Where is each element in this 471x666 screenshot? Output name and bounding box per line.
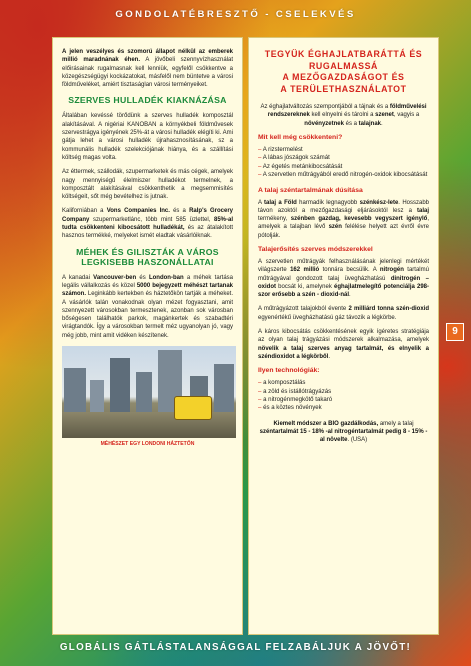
page-footer-title: GLOBÁLIS GÁTLÁSTALANSÁGGAL FELZABÁLJUK A JÖVŐT! <box>59 642 412 653</box>
technology-list <box>258 379 429 413</box>
subheading-organic-methods: Talajerősítés szerves módszerekkel <box>258 246 373 253</box>
paragraph-bio-farming: Kiemelt módszer a BIO gazdálkodás, amely a talaj széntartalmát 15 - 18% -al nitrogéntartalmát pedig 8 - 15% -al növelte. (USA) <box>259 420 428 444</box>
paragraph-climate-intro: Az éghajlatváltozás szempontjából a tájnak és a földművelési rendszereknek kell elnyelni és tárolni a szenet, vagyis a növényzetnek és a talajnak. <box>260 104 427 127</box>
heading-climate-friendly: TEGYÜK ÉGHAJLATBARÁTTÁ ÉS RUGALMASSÁ A MEZŐGAZDASÁGOT ÉS A TERÜLETHASZNÁLATOT <box>264 49 423 94</box>
paragraph-california: Kaliforniában a Vons Companies Inc. és a Ralp's Grocery Company szupermarketlánc, több mint 585 üzlettel, 85%-al tudta csökkenteni kibocsátott hulladékát, és az átalakított hasznos termékké, melyeket ismét eladtak vásárlóiknak. <box>62 208 233 240</box>
list-item: – és a köztes növények <box>258 404 429 412</box>
heading-bees-worms: MÉHEK ÉS GILISZTÁK A VÁROS LEGKISEBB HASZONÁLLATAI <box>76 246 219 267</box>
reduce-list <box>258 146 429 180</box>
list-item: – A lábas jószágok számát <box>258 154 429 162</box>
left-column <box>52 37 243 635</box>
paragraph-restaurants: Az éttermek, szállodák, szupermarketek és más cégek, amelyek nagy mennyiségű élelmiszer hulladékot termelnek, a komposztált alakításával csökkenthetik a megsemmisítés költségeit, sőt még bevételhez is jutnak. <box>62 169 233 201</box>
list-item: – a komposztálás <box>258 379 429 387</box>
subheading-reduce: Mit kell még csökkenteni? <box>258 133 343 141</box>
photo-caption: MÉHÉSZET EGY LONDONI HÁZTETŐN <box>100 441 195 448</box>
paragraph-fertilizer: A szervetlen műtrágyák felhasználásának jelenlegi mértékét világszerte 162 millió tonnára becsülik. A nitrogén tartalmú műtrágyával gondozott talaj üvegházhatású dinitrogén – oxidot bocsát ki, amelynek éghajlatmelegítő potenciálja 298-szor erősebb a szén - dioxid-nál. <box>258 259 429 299</box>
list-item: – Az égetés metánkibocsátását <box>258 163 429 171</box>
paragraph-soil-carbon: A talaj a Föld harmadik legnagyobb szénkész-lete. Hosszabb távon azoktól a mezőgazdasági eljárásoktól lesz a talaj termékeny, szénben gazdag, kevesebb vegyszert igénylő, amelyek a talajban lévő szén felélése helyett azt évről évre pótolják. <box>258 199 430 239</box>
rooftop-apiary-photo <box>62 346 236 438</box>
right-column <box>248 37 439 635</box>
list-item: – a nitrogénmegkötő takaró <box>258 396 429 404</box>
paragraph-bees: A kanadai Vancouver-ben és London-ban a méhek tartása legális vállalkozás és közel 5000 bejegyzett méhészt tartanak számon. Leginkább kertekben és háztetőkön tartják a méheket. A vásárlók talán vonakodnak olyan mézet fogyasztani, amit szennyezett városokban termesztenek, azonban sok városban bőségesen találhatók parkok, magánkertek és szabadtéri virágtandók. Így a városokban termelt méz ugyanolyan jó, vagy még jobb, mint amit vidéken készítenek. <box>62 274 233 339</box>
paragraph-co2-emission: A műtrágyázott talajokból évente 2 milliárd tonna szén-dioxid egyenértékű üvegházhatású gáz távozik a légkörbe. <box>258 306 430 321</box>
paragraph-compost: Általában kevéssé törődünk a szerves hulladék komposztál alakításával. A nigériai KANOBAN a környékbeli földművesek szervestrágya igényének 25%-át a városi hulladék elégíti ki. Ami gátja lehet a városi hulladék újrahasznosításának, sz a kommunális hulladék szelekciójának hiánya, és a szállítási költség magas volta. <box>62 113 233 161</box>
list-item: – A szervetlen műtrágyából eredő nitrogén-oxidok kibocsátását <box>258 171 429 179</box>
paragraph-strategy: A káros kibocsátás csökkentésének egyik ígéretes stratégiája az olyan talaj trágyázási módszerek alkalmazása, amelyek növelik a talaj szerves anyag tartalmát, és elnyelik a széndioxidot a légkörből. <box>258 329 429 360</box>
page-number-badge: 9 <box>446 323 464 341</box>
subheading-technologies: Ilyen technológiák: <box>258 367 320 375</box>
page-header-title: GONDOLATÉBRESZTŐ - CSELEKVÉS <box>115 9 356 20</box>
subheading-soil-carbon: A talaj széntartalmának dúsítása <box>258 186 363 194</box>
list-item: – A rizstermelést <box>258 146 429 154</box>
intro-paragraph: A jelen veszélyes és szomorú állapot nélkül az emberek millió maradnának éhen. A jövőbeli szennyvízhasználat előirásainak rugalmasnak kell lenniük, egyfelől csökkentve a közegészségügyi kockázatokat, másfelől nem büntetve a városi földműveléket, amiért tisztaságlan városi terményeiket. <box>62 49 233 89</box>
heading-organic-waste: SZERVES HULLADÉK KIAKNÁZÁSA <box>68 95 227 106</box>
list-item: – a zöld és istállótrágyázás <box>258 388 429 396</box>
beehive-icon <box>174 396 212 420</box>
